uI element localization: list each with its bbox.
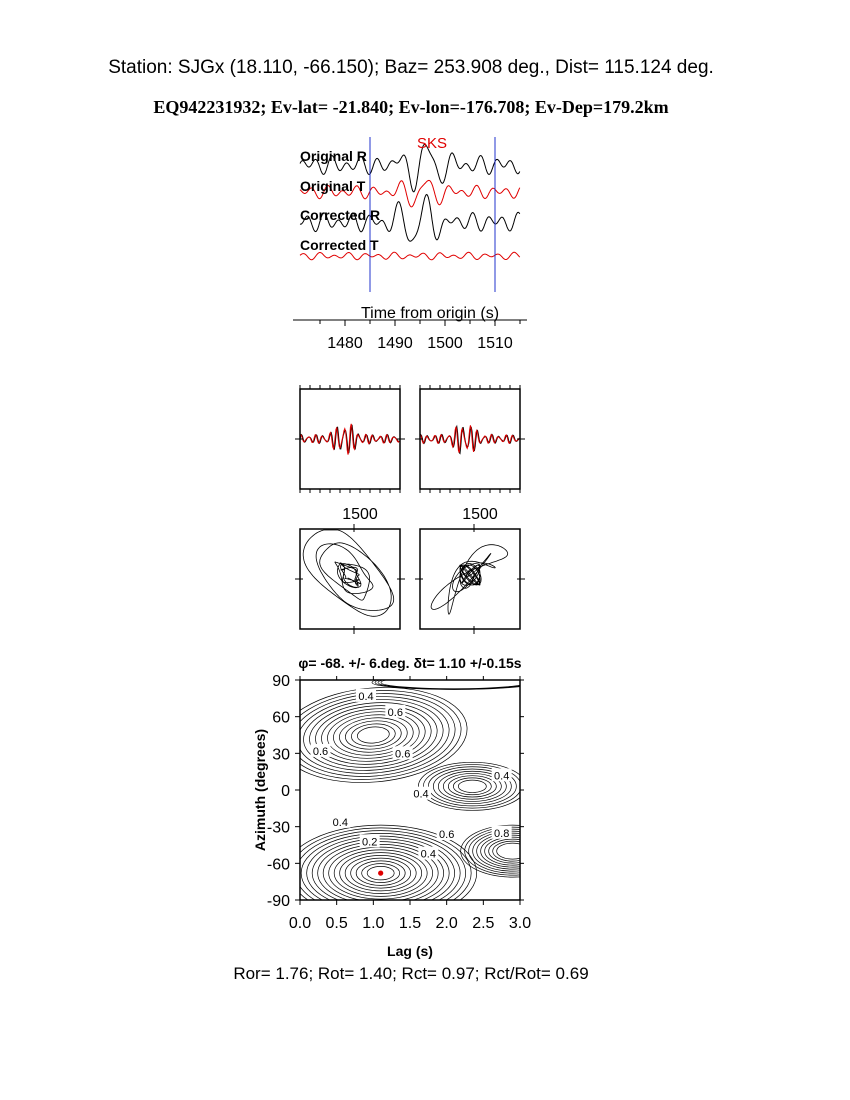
- waveform-panel-left: [295, 385, 405, 523]
- contour-ylabel: Azimuth (degrees): [252, 728, 268, 852]
- contour-label: 0.6: [395, 748, 411, 761]
- contour-label: 0.8: [494, 827, 510, 840]
- x-tick-label: 0.0: [288, 915, 312, 932]
- x-tick-label: 2.0: [435, 915, 458, 932]
- time-tick-label: 1510: [477, 335, 513, 352]
- particle-motion-panels: [295, 524, 525, 634]
- trace-line: [300, 252, 520, 260]
- event-header: EQ942231932; Ev-lat= -21.840; Ev-lon=-176.708; Ev-Dep=179.2km: [153, 97, 669, 117]
- x-tick-label: 0.5: [325, 915, 348, 932]
- contour-label: 0.4: [358, 690, 374, 703]
- particle-motion-panel-left: [295, 524, 405, 634]
- waveform-tick-label: 1500: [342, 506, 378, 523]
- y-tick-label: 60: [272, 709, 290, 727]
- trace-label: Corrected R: [300, 207, 381, 223]
- y-tick-label: -30: [266, 819, 290, 837]
- x-tick-label: 3.0: [508, 915, 532, 932]
- time-axis: [293, 320, 527, 352]
- contour-xlabel: Lag (s): [387, 943, 433, 959]
- trace-label: Original T: [300, 178, 366, 194]
- time-tick-label: 1500: [427, 335, 463, 352]
- particle-motion-frame: [420, 529, 520, 629]
- contour-label: 0.4: [413, 788, 429, 801]
- y-tick-label: 30: [272, 746, 290, 764]
- y-tick-label: -90: [266, 893, 290, 910]
- best-fit-point: [378, 871, 383, 876]
- particle-motion-panel-right: [415, 524, 525, 634]
- contour-label: 0.4: [332, 816, 348, 829]
- contour-label: 0.6: [439, 829, 455, 841]
- time-tick-label: 1480: [327, 335, 363, 352]
- analysis-window: [370, 137, 495, 292]
- contour-label: 0.2: [362, 836, 378, 849]
- station-header: Station: SJGx (18.110, -66.150); Baz= 253.908 deg., Dist= 115.124 deg.: [108, 57, 714, 78]
- waveform-panel-right: [415, 385, 525, 523]
- contour-label: 0.4: [420, 848, 436, 861]
- particle-motion-trace: [303, 530, 394, 616]
- seismogram-panel: [293, 135, 527, 352]
- y-tick-label: -60: [266, 856, 290, 874]
- contour-title: φ= -68. +/- 6.deg. δt= 1.10 +/-0.15s: [298, 655, 522, 671]
- particle-motion-trace: [431, 545, 508, 615]
- x-tick-label: 2.5: [472, 915, 495, 932]
- contour-label: 0.4: [494, 770, 510, 783]
- time-tick-label: 1490: [377, 335, 413, 352]
- trace-label: Original R: [300, 148, 367, 164]
- time-axis-label: Time from origin (s): [360, 305, 500, 322]
- trace-label: Corrected T: [300, 237, 379, 253]
- y-tick-label: 90: [272, 673, 290, 690]
- phase-label: SKS: [416, 135, 448, 152]
- splitting-ratios: Ror= 1.76; Rot= 1.40; Rct= 0.97; Rct/Rot= 0.69: [233, 964, 589, 983]
- y-tick-label: 0: [281, 783, 290, 800]
- trace-labels: [300, 148, 380, 253]
- x-tick-label: 1.5: [398, 915, 422, 932]
- x-tick-label: 1.0: [362, 915, 385, 932]
- contour-label: 0.6: [387, 706, 403, 719]
- waveform-overlay-panels: [295, 385, 525, 523]
- waveform-tick-label: 1500: [462, 506, 498, 523]
- misfit-contour-panel: [252, 655, 565, 959]
- contour-label: 0.6: [312, 745, 329, 758]
